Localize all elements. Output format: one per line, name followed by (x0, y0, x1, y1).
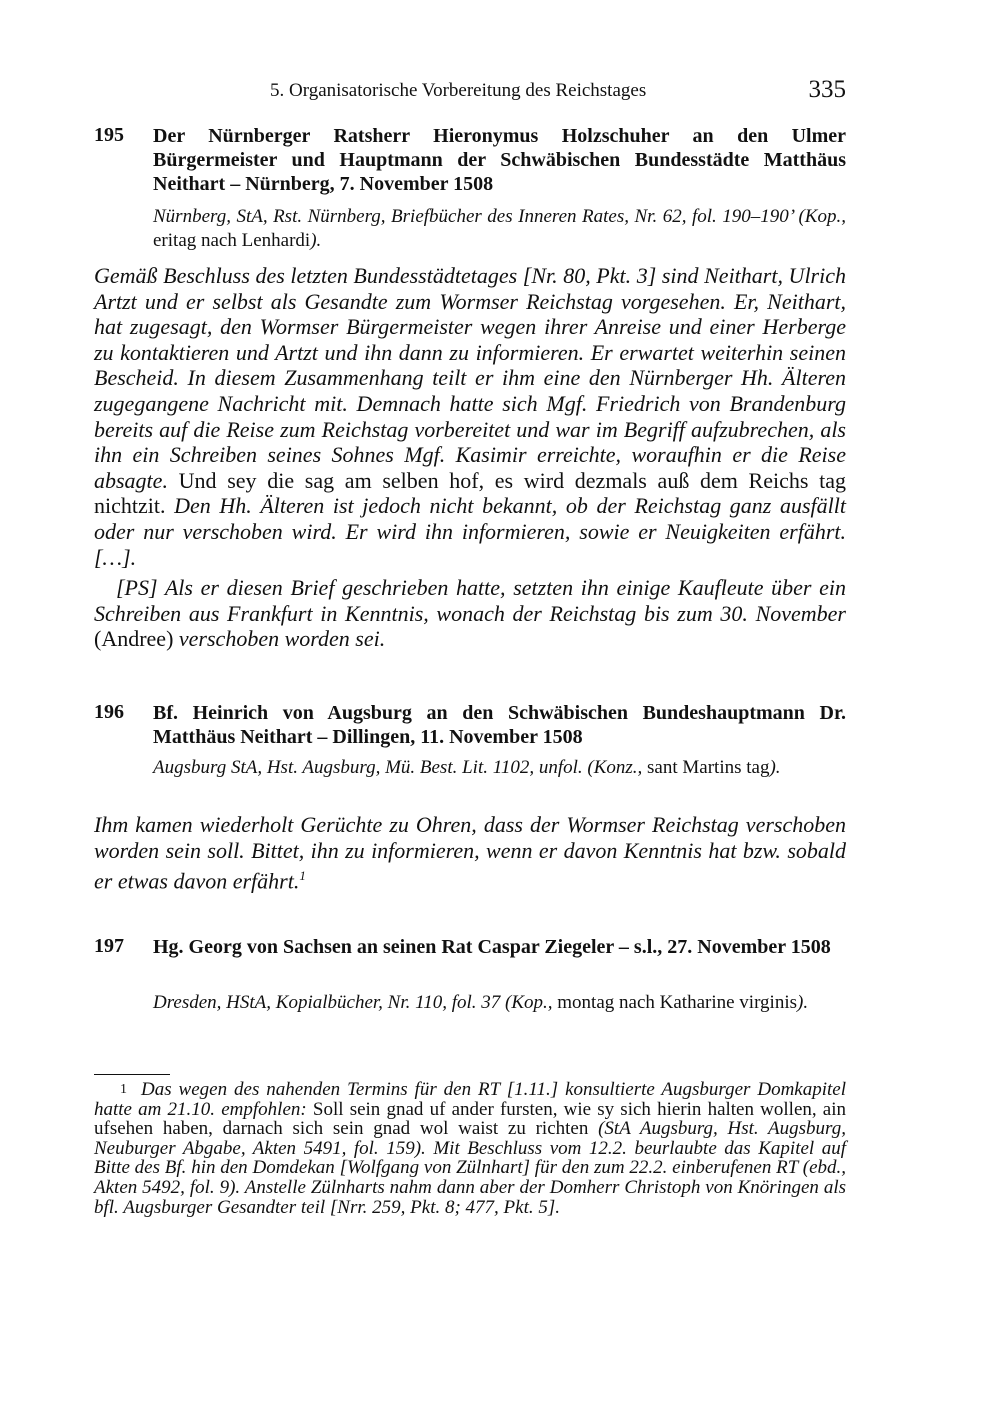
source-close: ). (769, 757, 781, 778)
source-archive: Dresden, HStA, Kopialbücher, Nr. 110, fol. 37 (Kop., (153, 992, 553, 1013)
footnote-quote: Soll sein gnad uf ander fursten, wie sy sich hierin halten wollen, ain ufsehen haben, darnach sich sein gnad wol waist zu richten (94, 1098, 847, 1140)
footnote-divider (94, 1074, 170, 1075)
summary-text: Den Hh. Älteren ist jedoch nicht bekannt, ob der Reichstag ganz ausfällt oder nur verschoben wird. Er wird ihn informieren, sowie er Neuigkeiten erfährt. […]. (94, 493, 846, 570)
footnote-text: (StA Augsburg, Hst. Augsburg, Neuburger Abgabe, Akten 5491, fol. 159). Mit Beschluss vom 12.2. beurlaubte das Kapitel auf Bitte des Bf. hin den Domdekan [Wolfgang von Zülnhart] für den zum 22.2. einberufenen RT (ebd., Akten 5492, fol. 9). Anstelle Zülnharts nahm dann aber der Domherr Christoph von Knöringen als bfl. Augsburger Gesandter teil [Nrr. 259, Pkt. 8; 477, Pkt. 5]. (94, 1118, 846, 1218)
source-date-phrase: eritag nach Lenhardi (153, 230, 311, 251)
source-archive: Augsburg StA, Hst. Augsburg, Mü. Best. Lit. 1102, unfol. (Konz., (153, 757, 643, 778)
postscript (94, 575, 846, 652)
summary-text: Ihm kamen wiederholt Gerüchte zu Ohren, dass der Wormser Reichstag verschoben worden sein soll. Bittet, ihn zu informieren, wenn er davon Kenntnis hat bzw. sobald er etwas davon erfährt. (94, 812, 846, 894)
entry-heading: Der Nürnberger Ratsherr Hieronymus Holzschuher an den Ulmer Bürgermeister und Hauptmann der Schwäbischen Bundesstädte Matthäus Neithart – Nürnberg, 7. November 1508 (153, 125, 846, 195)
entry-summary (94, 263, 846, 570)
entry-heading: Bf. Heinrich von Augsburg an den Schwäbischen Bundeshauptmann Dr. Matthäus Neithart – Dillingen, 11. November 1508 (153, 702, 846, 748)
source-close: ). (797, 992, 809, 1013)
postscript-end: verschoben worden sei. (178, 626, 386, 652)
source-citation (153, 756, 846, 780)
footnote-text: Das wegen des nahenden Termins für den RT [1.11.] konsultierte Augsburger Domkapitel hatte am 21.10. empfohlen: (94, 1079, 846, 1120)
source-date-phrase: montag nach Katharine virginis (557, 992, 798, 1013)
source-close: ). (310, 230, 322, 251)
source-citation (153, 205, 846, 253)
page-number: 335 (808, 76, 846, 103)
entry-number: 195 (94, 124, 124, 146)
entry-summary (94, 812, 846, 894)
source-citation (153, 991, 846, 1015)
footnote-reference[interactable]: 1 (299, 868, 306, 884)
postscript-text: [PS] Als er diesen Brief geschrieben hatte, setzten ihn einige Kaufleute über ein Schreiben aus Frankfurt in Kenntnis, wonach der Reichstag bis zum 30. November (94, 575, 846, 626)
summary-text: Gemäß Beschluss des letzten Bundesstädtetages [Nr. 80, Pkt. 3] sind Neithart, Ulrich Artzt und er selbst als Gesandte zum Wormser Reichstag vorgesehen. Er, Neithart, hat zugesagt, den Wormser Bürgermeister wegen ihrer Anreise und einer Herberge zu kontaktieren und Artzt und ihn dann zu informieren. Er erwartet weiterhin seinen Bescheid. In diesem Zusammenhang teilt er ihm eine den Nürnberger Hh. Älteren zugegangene Nachricht mit. Demnach hatte sich Mgf. Friedrich von Brandenburg bereits auf die Reise zum Reichstag vorbereitet und war im Begriff aufzubrechen, als ihn ein Schreiben seines Sohnes Mgf. Kasimir erreichte, woraufhin er die Reise absagte. (94, 263, 846, 493)
entry-number: 197 (94, 935, 124, 957)
footnote-number: 1 (120, 1082, 127, 1097)
source-archive: Nürnberg, StA, Rst. Nürnberg, Briefbücher des Inneren Rates, Nr. 62, fol. 190–190’ (Kop., (153, 206, 846, 227)
running-header-title: 5. Organisatorische Vorbereitung des Reichstages (270, 80, 647, 101)
entry-number: 196 (94, 701, 124, 723)
quoted-date: (Andree) (94, 626, 174, 652)
quoted-text: Und sey die sag am selben hof, es wird dezmals auß dem Reichs tag nichtzit. (94, 467, 847, 519)
entry-heading: Hg. Georg von Sachsen an seinen Rat Caspar Ziegeler – s.l., 27. November 1508 (153, 936, 831, 958)
footnote (94, 1080, 846, 1217)
source-date-phrase: sant Martins tag (647, 757, 770, 778)
